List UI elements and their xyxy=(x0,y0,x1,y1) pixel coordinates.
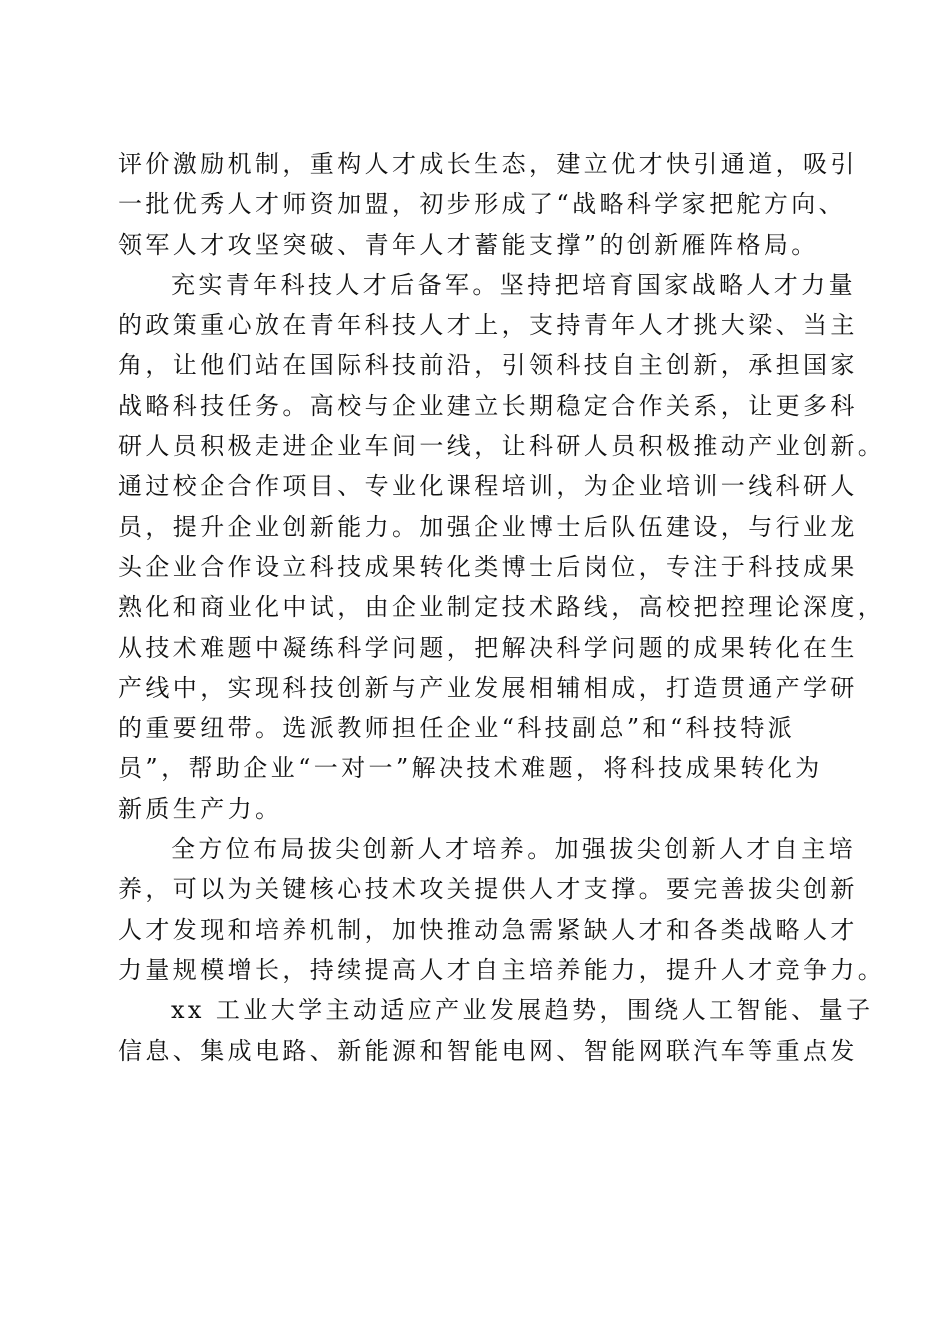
text-line: 通过校企合作项目、专业化课程培训，为企业培训一线科研人 xyxy=(118,472,858,501)
text-line: 的重要纽带。选派教师担任企业“科技副总”和“科技特派 xyxy=(118,714,796,743)
text-line: 头企业合作设立科技成果转化类博士后岗位，专注于科技成果 xyxy=(118,552,858,581)
text-line: 产线中，实现科技创新与产业发展相辅相成，打造贯通产学研 xyxy=(118,673,858,702)
text-line: 从技术难题中凝练科学问题，把解决科学问题的成果转化在生 xyxy=(118,633,858,662)
text-line: 员，提升企业创新能力。加强企业博士后队伍建设，与行业龙 xyxy=(118,512,858,541)
text-line: 人才发现和培养机制，加快推动急需紧缺人才和各类战略人才 xyxy=(118,915,858,944)
body-text xyxy=(118,144,886,1071)
paragraph-heading-line: 充实青年科技人才后备军。坚持把培育国家战略人才力量 xyxy=(171,270,856,299)
text-line: 员”，帮助企业“一对一”解决技术难题，将科技成果转化为 xyxy=(118,754,823,783)
paragraph-first-line: xx 工业大学主动适应产业发展趋势，围绕人工智能、量子 xyxy=(171,996,874,1025)
text-line: 新质生产力。 xyxy=(118,794,283,823)
text-line: 力量规模增长，持续提高人才自主培养能力，提升人才竞争力。 xyxy=(118,955,886,984)
text-line: 评价激励机制，重构人才成长生态，建立优才快引通道，吸引 xyxy=(118,150,858,178)
text-line: 战略科技任务。高校与企业建立长期稳定合作关系，让更多科 xyxy=(118,391,858,420)
text-line: 信息、集成电路、新能源和智能电网、智能网联汽车等重点发 xyxy=(118,1036,858,1065)
text-line: 熟化和商业化中试，由企业制定技术路线，高校把控理论深度， xyxy=(118,593,886,622)
text-line: 一批优秀人才师资加盟，初步形成了“战略科学家把舵方向、 xyxy=(118,190,847,219)
text-line: 角，让他们站在国际科技前沿，引领科技自主创新，承担国家 xyxy=(118,351,858,380)
paragraph-heading-line: 全方位布局拔尖创新人才培养。加强拔尖创新人才自主培 xyxy=(171,835,856,864)
text-line: 领军人才攻坚突破、青年人才蓄能支撑”的创新雁阵格局。 xyxy=(118,230,819,259)
text-line: 养，可以为关键核心技术攻关提供人才支撑。要完善拔尖创新 xyxy=(118,875,858,904)
text-line: 研人员积极走进企业车间一线，让科研人员积极推动产业创新。 xyxy=(118,432,886,461)
text-line: 的政策重心放在青年科技人才上，支持青年人才挑大梁、当主 xyxy=(118,311,858,340)
